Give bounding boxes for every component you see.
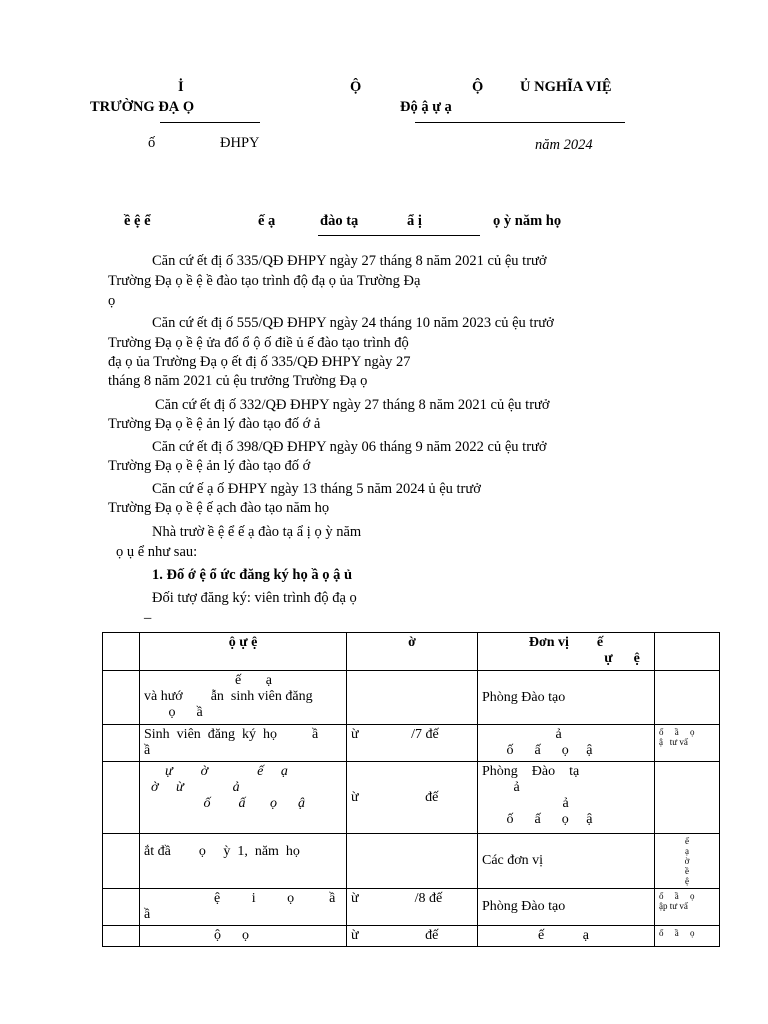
para-line: Căn cứ ế ạ ố ĐHPY ngày 13 tháng 5 năm 2024 ủ ệu trưở (152, 481, 481, 497)
para-line: tháng 8 năm 2021 củ ệu trưởng Trường Đạ ọ (108, 373, 368, 389)
table-header-row (103, 633, 720, 671)
table-cell: Phòng Đào tạo (478, 671, 655, 725)
table-cell: Phòng Đào tạo (478, 889, 655, 926)
table-cell (103, 762, 140, 834)
doc-title-b: ế ạ (258, 213, 276, 229)
table-cell: Phòng Đào tạ ả ả ố ấ ọ ậ (478, 762, 655, 834)
para-line: Căn cứ ết đị ố 335/QĐ ĐHPY ngày 27 tháng 8 năm 2021 củ ệu trưở (152, 253, 547, 269)
table-row (103, 926, 720, 947)
para-line: Căn cứ ết đị ố 332/QĐ ĐHPY ngày 27 tháng 8 năm 2021 củ ệu trưở (155, 397, 550, 413)
table-cell: ố ầ ọ (655, 926, 720, 947)
table-cell (103, 926, 140, 947)
doc-title-d: ẩ ị (407, 213, 422, 229)
table-cell (655, 671, 720, 725)
doc-number-a: ố (148, 135, 156, 151)
doc-title-e: ọ ỳ năm họ (493, 213, 562, 229)
national-title-a: Ộ (350, 79, 362, 95)
doc-title-a: ề ệ ể (124, 213, 151, 229)
table-header-cell: ộ ự ệ (140, 633, 347, 671)
para-line: Trường Đạ ọ ề ệ ản lý đào tạo đố ớ ả (108, 416, 321, 432)
table-row (103, 671, 720, 725)
table-cell: ừ /8 đế (347, 889, 478, 926)
title-underline (318, 235, 480, 236)
table-row (103, 834, 720, 889)
table-row (103, 889, 720, 926)
national-title-b: Ộ (472, 79, 484, 95)
table-cell: ừ đế (347, 926, 478, 947)
table-cell (103, 671, 140, 725)
para-line: Căn cứ ết đị ố 555/QĐ ĐHPY ngày 24 tháng 10 năm 2023 củ ệu trưở (152, 315, 554, 331)
table-header-cell (103, 633, 140, 671)
para-line: Trường Đạ ọ ề ệ ề đào tạo trình độ đạ ọ ủa Trường Đạ (108, 273, 421, 289)
table-cell: ự ờ ế ạ ờ ừ ả ố ấ ọ ậ (140, 762, 347, 834)
table-header-cell: Đơn vị ế ự ệ (478, 633, 655, 671)
table-cell (103, 889, 140, 926)
table-cell (347, 834, 478, 889)
para-line: đạ ọ ủa Trường Đạ ọ ết đị ố 335/QĐ ĐHPY ngày 27 (108, 354, 411, 370)
para-line: Trường Đạ ọ ề ệ ản lý đào tạo đố ớ (108, 458, 311, 474)
table-cell: ắt đầ ọ ỳ 1, năm họ (140, 834, 347, 889)
table-header-cell (655, 633, 720, 671)
section-line: Đối tượ đăng ký: viên trình độ đạ ọ (152, 590, 357, 606)
section-heading: 1. Đố ớ ệ ổ ức đăng ký họ ầ ọ ậ ủ (152, 567, 353, 583)
schedule-table (102, 632, 720, 947)
national-motto: Độ ậ ự ạ (400, 99, 452, 115)
motto-underline (415, 122, 625, 123)
table-cell (655, 762, 720, 834)
para-line: Căn cứ ết đị ố 398/QĐ ĐHPY ngày 06 tháng 9 năm 2022 củ ệu trưở (152, 439, 547, 455)
table-cell: ả ố ấ ọ ậ (478, 725, 655, 762)
table-cell: ệ i ọ ầ ầ (140, 889, 347, 926)
table-cell: ố ầ ọ ập tư vấ (655, 889, 720, 926)
doc-date: năm 2024 (535, 137, 593, 153)
table-cell: Sinh viên đăng ký họ ầ ầ (140, 725, 347, 762)
org-name: TRƯỜNG ĐẠ Ọ (90, 99, 195, 115)
table-cell: ộ ọ (140, 926, 347, 947)
table-cell: ế ạ ờ ề ệ (655, 834, 720, 889)
para-line: ọ ụ ể như sau: (116, 544, 198, 560)
org-parent-name: İ (178, 79, 184, 95)
table-cell: ừ /7 đế (347, 725, 478, 762)
para-line: Nhà trườ ề ệ ể ế ạ đào tạ ẩ ị ọ ỳ năm (152, 524, 362, 540)
table-cell: ế ạ và hướ ẫn sinh viên đăng ọ ầ (140, 671, 347, 725)
table-row (103, 762, 720, 834)
table-cell (347, 671, 478, 725)
table-cell: ố ầ ọ ậ tư vấ (655, 725, 720, 762)
table-row (103, 725, 720, 762)
doc-number-b: ĐHPY (220, 135, 260, 151)
para-line: ọ (108, 293, 116, 309)
org-underline (160, 122, 260, 123)
table-cell (103, 834, 140, 889)
para-line: Trường Đạ ọ ề ệ ế ạch đào tạo năm họ (108, 500, 330, 516)
table-cell: ế ạ (478, 926, 655, 947)
table-cell (103, 725, 140, 762)
table-header-cell: ờ (347, 633, 478, 671)
table-cell: ừ đế (347, 762, 478, 834)
table-cell: Các đơn vị (478, 834, 655, 889)
para-line: Trường Đạ ọ ề ệ ửa đổ ổ ộ ố điề ủ ế đào tạo trình độ (108, 335, 409, 351)
national-title-c: Ủ NGHĨA VIỆ (520, 79, 612, 95)
dash-mark: _ (144, 605, 152, 621)
doc-title-c: đào tạ (320, 213, 359, 229)
